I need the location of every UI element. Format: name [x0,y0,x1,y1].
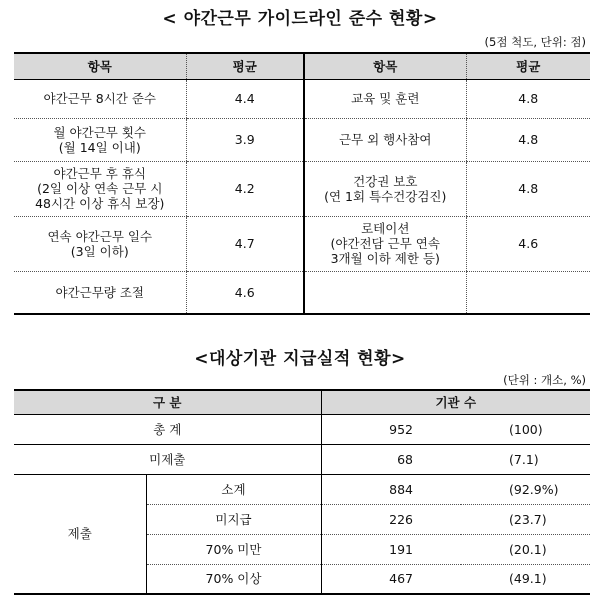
row-label: 미지급 [146,504,321,534]
left-item: 월 야간근무 횟수 (월 14일 이내) [14,118,186,161]
table-row [14,414,590,444]
header-avg: 평균 [466,53,590,79]
row-pct: (100) [461,414,590,444]
right-item: 로테이션 (야간전담 근무 연속 3개월 이하 제한 등) [304,216,466,271]
empty-cell [304,271,466,314]
header-avg: 평균 [186,53,304,79]
right-item: 교육 및 훈련 [304,79,466,118]
right-avg: 4.8 [466,118,590,161]
row-label: 총 계 [14,414,321,444]
header-category: 구 분 [14,390,321,414]
table-row [14,271,590,314]
payment-status-title: <대상기관 지급실적 현황> [194,349,406,369]
table-header-row [14,53,590,79]
row-count: 884 [321,474,461,504]
row-count: 191 [321,534,461,564]
guideline-unit-note: (5점 척도, 단위: 점) [484,35,586,49]
left-avg: 3.9 [186,118,304,161]
header-item: 항목 [14,53,186,79]
header-count: 기관 수 [321,390,590,414]
left-item: 야간근무 후 휴식 (2일 이상 연속 근무 시 48시간 이상 휴식 보장) [14,161,186,216]
row-label: 소계 [146,474,321,504]
row-count: 226 [321,504,461,534]
payment-status-table [14,389,590,595]
table-row [14,444,590,474]
right-item: 건강권 보호 (연 1회 특수건강검진) [304,161,466,216]
row-pct: (49.1) [509,571,547,587]
empty-cell [466,271,590,314]
right-avg: 4.8 [466,79,590,118]
row-label: 미제출 [14,444,321,474]
table-row [14,161,590,216]
row-pct: (7.1) [461,444,590,474]
table-row [14,216,590,271]
row-count: 952 [321,414,461,444]
table-row [14,79,590,118]
row-label: 70% 이상 [146,564,321,594]
right-avg: 4.8 [466,161,590,216]
right-avg: 4.6 [466,216,590,271]
table-row [14,118,590,161]
row-pct: (92.9%) [461,474,590,504]
table-header-row [14,390,590,414]
row-label: 70% 미만 [146,534,321,564]
payment-unit-note: (단위 : 개소, %) [503,373,586,387]
left-item: 야간근무량 조절 [55,284,144,300]
table-row [14,474,590,504]
guideline-compliance-table [14,52,590,315]
row-pct: (20.1) [461,534,590,564]
left-item: 야간근무 8시간 준수 [14,79,186,118]
guideline-compliance-title: < 야간근무 가이드라인 준수 현황> [162,9,438,29]
header-item: 항목 [304,53,466,79]
row-pct: (23.7) [461,504,590,534]
right-item: 근무 외 행사참여 [304,118,466,161]
group-label-submitted: 제출 [14,474,146,594]
left-avg: 4.2 [186,161,304,216]
row-count: 68 [321,444,461,474]
left-avg: 4.4 [186,79,304,118]
left-avg: 4.6 [186,271,304,314]
left-avg: 4.7 [186,216,304,271]
row-count: 467 [389,571,414,587]
left-item: 연속 야간근무 일수 (3일 이하) [14,216,186,271]
